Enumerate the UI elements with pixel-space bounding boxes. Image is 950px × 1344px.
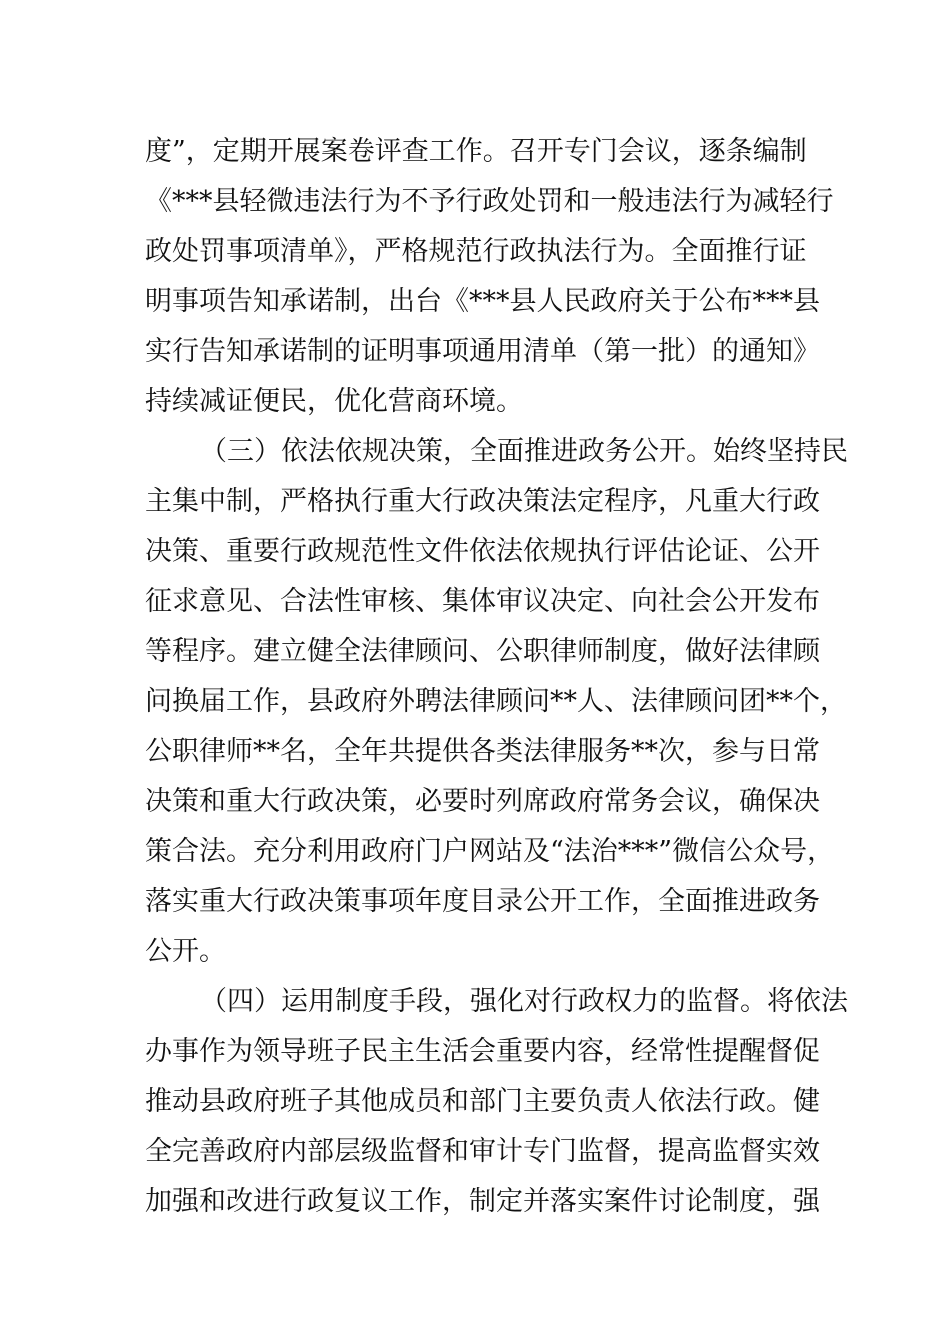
text-line-20: 推动县政府班子其他成员和部门主要负责人依法行政。健 <box>145 1086 820 1117</box>
text-line-15: 策合法。充分利用政府门户网站及“法治***”微信公众号， <box>145 836 835 867</box>
text-line-22: 加强和改进行政复议工作，制定并落实案件讨论制度，强 <box>145 1186 820 1217</box>
text-line-1: 度”，定期开展案卷评查工作。召开专门会议，逐条编制 <box>145 136 807 167</box>
text-line-4: 明事项告知承诺制，出台《***县人民政府关于公布***县 <box>145 286 820 317</box>
text-line-10: 征求意见、合法性审核、集体审议决定、向社会公开发布 <box>145 586 820 617</box>
text-line-21: 全完善政府内部层级监督和审计专门监督，提高监督实效 <box>145 1136 820 1167</box>
text-line-11: 等程序。建立健全法律顾问、公职律师制度，做好法律顾 <box>145 636 820 667</box>
text-line-6: 持续减证便民，优化营商环境。 <box>145 386 523 417</box>
text-line-16: 落实重大行政决策事项年度目录公开工作，全面推进政务 <box>145 886 820 917</box>
text-line-5: 实行告知承诺制的证明事项通用清单（第一批）的通知》 <box>145 336 820 367</box>
text-line-12: 问换届工作，县政府外聘法律顾问**人、法律顾问团**个， <box>145 686 847 717</box>
text-line-19: 办事作为领导班子民主生活会重要内容，经常性提醒督促 <box>145 1036 820 1067</box>
section-three-heading-line: （三）依法依规决策，全面推进政务公开。始终坚持民 <box>200 436 848 467</box>
text-line-3: 政处罚事项清单》，严格规范行政执法行为。全面推行证 <box>145 236 807 267</box>
text-line-13: 公职律师**名，全年共提供各类法律服务**次，参与日常 <box>145 736 820 767</box>
section-four-heading-line: （四）运用制度手段，强化对行政权力的监督。将依法 <box>200 986 848 1017</box>
text-line-17: 公开。 <box>145 936 226 967</box>
text-line-2: 《***县轻微违法行为不予行政处罚和一般违法行为减轻行 <box>145 186 834 217</box>
text-line-9: 决策、重要行政规范性文件依法依规执行评估论证、公开 <box>145 536 820 567</box>
text-line-8: 主集中制，严格执行重大行政决策法定程序，凡重大行政 <box>145 486 820 517</box>
text-line-14: 决策和重大行政决策，必要时列席政府常务会议，确保决 <box>145 786 820 817</box>
